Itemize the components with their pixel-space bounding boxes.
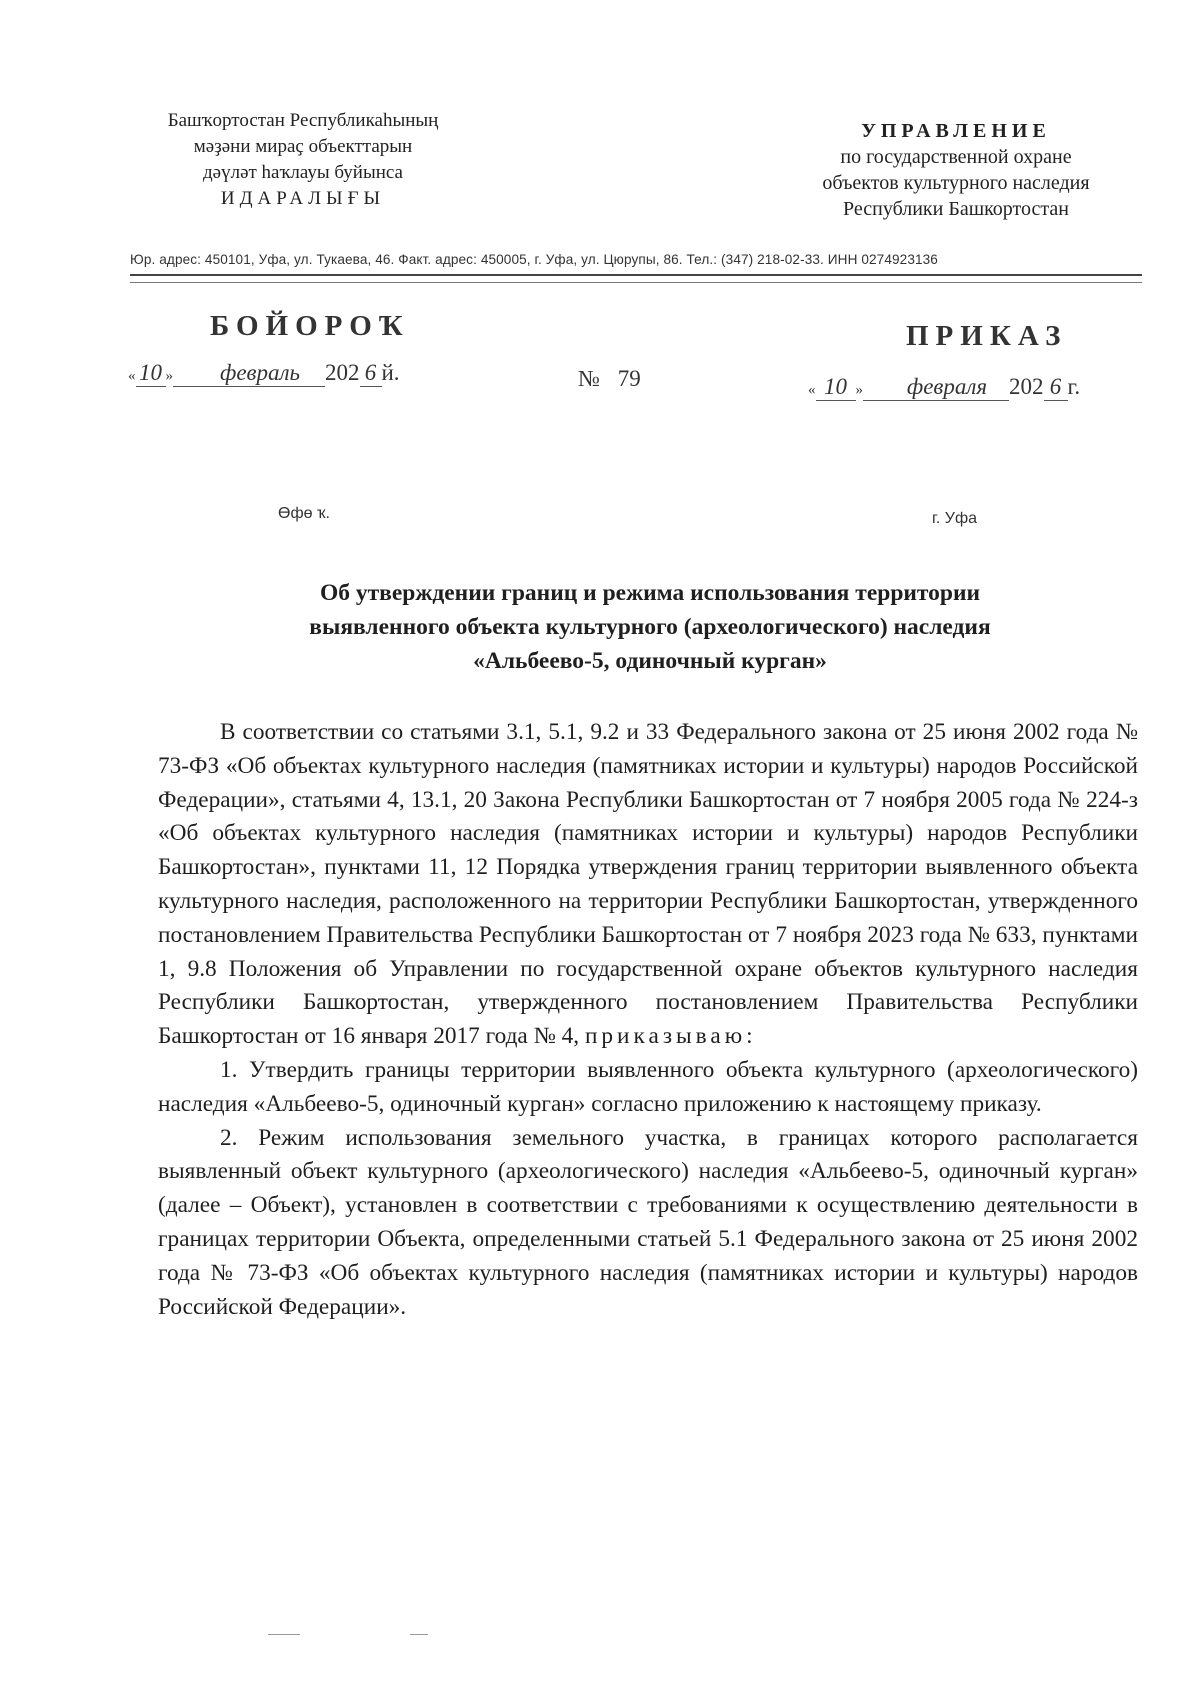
header-russian-line-3: объектов культурного наследия <box>822 172 1090 194</box>
header-bashkir-line-2: мәҙәни мираҫ объекттарын <box>193 136 413 157</box>
date-russian-close-quote: » <box>855 382 863 398</box>
header-bashkir-line-1: Башҡортостан Республикаһының <box>167 110 439 131</box>
date-bashkir <box>128 360 400 387</box>
city-bashkir: Өфө ҡ. <box>278 505 330 522</box>
footer-mark-left <box>268 1634 300 1635</box>
doc-kind-bashkir: БОЙОРОҠ <box>210 310 410 342</box>
address-line: Юр. адрес: 450101, Уфа, ул. Тукаева, 46. Факт. адрес: 450005, г. Уфа, ул. Цюрупы, 86. Тел.: (347) 218-02-33. ИНН 0274923136 <box>130 252 938 267</box>
header-bashkir-line-3: дәүләт һаҡлауы буйынса <box>202 162 403 183</box>
header-bashkir-line-4: ИДАРАЛЫҒЫ <box>220 188 386 209</box>
date-bashkir-year-prefix: 202 <box>325 360 360 385</box>
preamble-text: В соответствии со статьями 3.1, 5.1, 9.2 и 33 Федерального закона от 25 июня 2002 года № 73-ФЗ «Об объектах культурного наследия (памятниках истории и культуры) народов Российской Федерации», статьями 4, 13.1, 20 Закона Республики Башкортостан от 7 ноября 2005 года № 224-з «Об объектах культурного наследия (памятниках истории и культуры) народов Республики Башкортостан», пунктами 11, 12 Порядка утверждения границ территории выявленного объекта культурного наследия, расположенного на территории Республики Башкортостан, утвержденного постановлением Правительства Республики Башкортостан от 7 ноября 2023 года № 633, пунктами 1, 9.8 Положения об Управлении по государственной охране объектов культурного наследия Республики Башкортостан, утвержденного постановлением Правительства Республики Башкортостан от 16 января 2017 года № 4, <box>158 719 1138 1050</box>
order-title-line-3: «Альбеево-5, одиночный курган» <box>473 648 827 674</box>
date-bashkir-gap <box>173 360 195 387</box>
date-bashkir-month: февраль <box>195 360 325 387</box>
date-russian-suffix: г. <box>1067 374 1081 399</box>
preamble-paragraph <box>158 716 1138 1054</box>
header-russian-line-2: по государственной охране <box>840 146 1072 168</box>
date-russian-year-digit: 6 <box>1044 374 1068 401</box>
date-russian-year-prefix: 202 <box>1009 374 1044 399</box>
date-bashkir-open-quote: « <box>128 368 136 384</box>
header-divider-thin <box>130 282 1142 283</box>
date-russian <box>808 374 1080 401</box>
header-russian-line-1: УПРАВЛЕНИЕ <box>861 120 1051 142</box>
order-number <box>578 366 641 392</box>
item-1-paragraph: 1. Утвердить границы территории выявленного объекта культурного (археологического) наследия «Альбеево-5, одиночный курган» согласно приложению к настоящему приказу. <box>158 1056 1138 1117</box>
date-russian-day: 10 <box>816 374 856 401</box>
header-bashkir-block <box>108 108 498 212</box>
order-body <box>158 716 1138 1324</box>
order-title-line-2: выявленного объекта культурного (археологического) наследия <box>309 614 991 640</box>
header-divider-thick <box>130 274 1142 276</box>
header-russian-line-4: Республики Башкортостан <box>843 198 1069 220</box>
date-bashkir-year-digit: 6 <box>360 360 382 387</box>
footer-mark-right <box>410 1634 428 1635</box>
date-russian-open-quote: « <box>808 382 816 398</box>
order-title-line-1: Об утверждении границ и режима использования территории <box>319 580 981 606</box>
order-word: приказываю: <box>584 1023 757 1050</box>
date-russian-gap <box>863 374 885 401</box>
item-2-paragraph: 2. Режим использования земельного участка, в границах которого располагается выявленный объект культурного (археологического) наследия «Альбеево-5, одиночный курган» (далее – Объект), установлен в соответствии с требованиями к осуществлению деятельности в границах территории Объекта, определенными статьей 5.1 Федерального закона от 25 июня 2002 года № 73-ФЗ «Об объектах культурного наследия (памятниках истории и культуры) народов Российской Федерации». <box>158 1124 1138 1320</box>
order-title <box>160 576 1140 678</box>
header-russian-block <box>770 118 1142 222</box>
order-number-sign: № <box>578 366 600 391</box>
doc-kind-russian: ПРИКАЗ <box>906 320 1068 352</box>
date-russian-month: февраля <box>885 374 1009 401</box>
city-russian: г. Уфа <box>932 510 977 527</box>
date-bashkir-day: 10 <box>136 360 166 387</box>
order-number-value: 79 <box>617 366 641 391</box>
date-bashkir-suffix: й. <box>381 360 400 385</box>
date-bashkir-close-quote: » <box>165 368 173 384</box>
